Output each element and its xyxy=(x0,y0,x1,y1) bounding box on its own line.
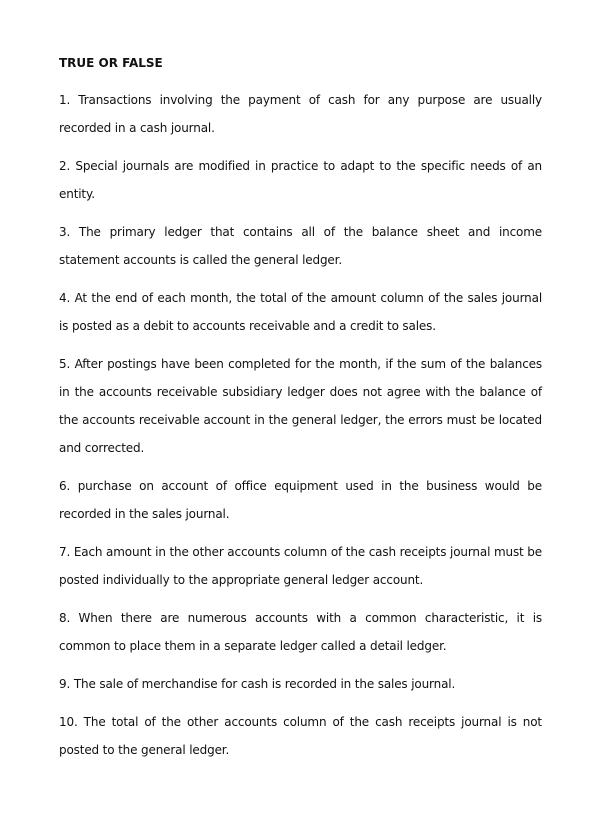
question-9: 9. The sale of merchandise for cash is recorded in the sales journal. xyxy=(59,677,456,691)
question-7: 7. Each amount in the other accounts column of the cash receipts journal must be posted individually to the appropriate general ledger account. xyxy=(59,545,542,587)
question-4: 4. At the end of each month, the total of the amount column of the sales journal is posted as a debit to accounts receivable and a credit to sales. xyxy=(59,291,542,333)
question-5: 5. After postings have been completed for the month, if the sum of the balances in the accounts receivable subsidiary ledger does not agree with the balance of the accounts receivable account in the general ledger, the errors must be located and corrected. xyxy=(59,357,542,455)
question-10: 10. The total of the other accounts column of the cash receipts journal is not posted to the general ledger. xyxy=(59,715,542,757)
question-3: 3. The primary ledger that contains all of the balance sheet and income statement accounts is called the general ledger. xyxy=(59,225,542,267)
document-title: TRUE OR FALSE xyxy=(59,56,163,70)
question-6: 6. purchase on account of office equipment used in the business would be recorded in the sales journal. xyxy=(59,479,542,521)
question-1: 1. Transactions involving the payment of cash for any purpose are usually recorded in a cash journal. xyxy=(59,93,542,135)
question-2: 2. Special journals are modified in practice to adapt to the specific needs of an entity. xyxy=(59,159,542,201)
question-8: 8. When there are numerous accounts with a common characteristic, it is common to place them in a separate ledger called a detail ledger. xyxy=(59,611,542,653)
document-page xyxy=(59,55,542,774)
